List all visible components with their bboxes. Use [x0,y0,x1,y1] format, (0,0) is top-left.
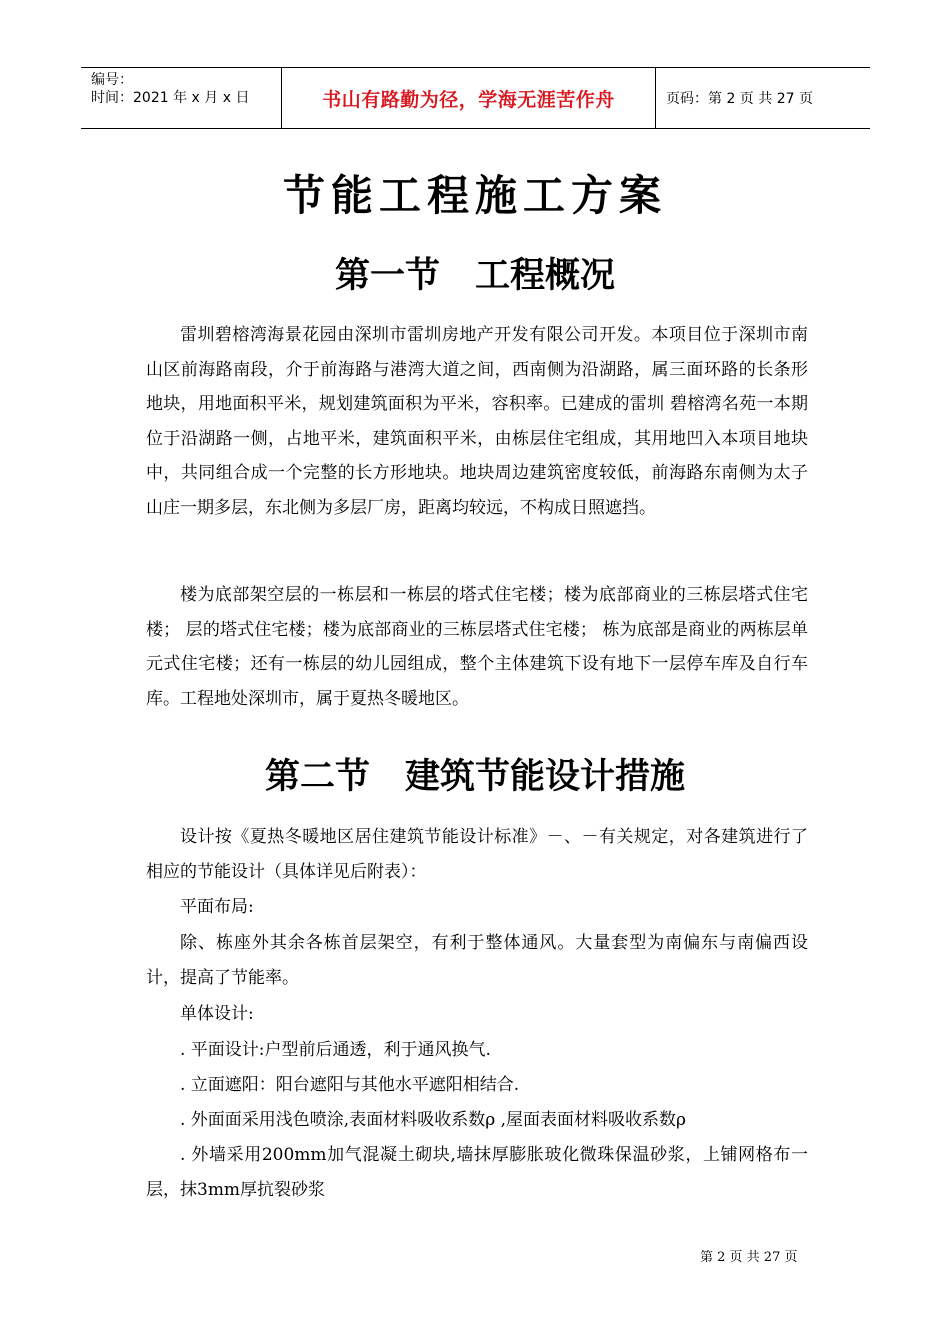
page-footer: 第 2 页 共 27 页 [700,1250,798,1265]
document-number-label: 编号： [91,72,133,88]
section1-paragraph-1: 雷圳碧榕湾海景花园由深圳市雷圳房地产开发有限公司开发。本项目位于深圳市南山区前海路南段，介于前海路与港湾大道之间，西南侧为沿湖路，属三面环路的长条形地块，用地面积平米，规划建筑面积为平米，容积率。已建成的雷圳 碧榕湾名苑一本期位于沿湖路一侧，占地平米，建筑面积平米，由栋层住宅组成，其用地凹入本项目地块中，共同组合成一个完整的长方形地块。地块周边建筑密度较低，前海路东南侧为太子山庄一期多层，东北侧为多层厂房，距离均较远，不构成日照遮挡。 [146,325,808,518]
section-heading-2: 第二节 建筑节能设计措施 [264,757,685,797]
unit-item-3: . 外面面采用浅色喷涂,表面材料吸收系数ρ ,屋面表面材料吸收系数ρ [180,1110,687,1130]
section2-intro: 设计按《夏热冬暖地区居住建筑节能设计标准》－、－有关规定，对各建筑进行了相应的节能设计（具体详见后附表）： [146,827,808,882]
layout-label: 平面布局: [180,897,254,917]
unit-design-label: 单体设计: [180,1004,254,1024]
section-heading-1: 第一节 工程概况 [334,256,615,296]
header-page-info: 页码：第 2 页 共 27 页 [666,91,813,107]
layout-text: 除、栋座外其余各栋首层架空，有利于整体通风。大量套型为南偏东与南偏西设计，提高了节能率。 [146,933,808,988]
unit-item-1: . 平面设计:户型前后通透，利于通风换气. [180,1040,491,1060]
unit-item-2: . 立面遮阳：阳台遮阳与其他水平遮阳相结合. [180,1075,520,1095]
header-meta [81,68,282,128]
header-motto: 书山有路勤为径，学海无涯苦作舟 [282,68,656,128]
document-date: 时间：2021 年 x 月 x 日 [91,90,250,106]
document-title: 节能工程施工方案 [282,171,667,220]
page-header [81,67,870,129]
section1-paragraph-2: 楼为底部架空层的一栋层和一栋层的塔式住宅楼；楼为底部商业的三栋层塔式住宅楼； 层的塔式住宅楼；楼为底部商业的三栋层塔式住宅楼； 栋为底部是商业的两栋层单元式住宅楼；还有一栋层的幼儿园组成，整个主体建筑下设有地下一层停车库及自行车库。工程地处深圳市，属于夏热冬暖地区。 [146,585,808,709]
unit-item-4: . 外墙采用200mm加气混凝土砌块,墙抹厚膨胀玻化微珠保温砂浆，上铺网格布一层，抹3mm厚抗裂砂浆 [146,1145,808,1200]
